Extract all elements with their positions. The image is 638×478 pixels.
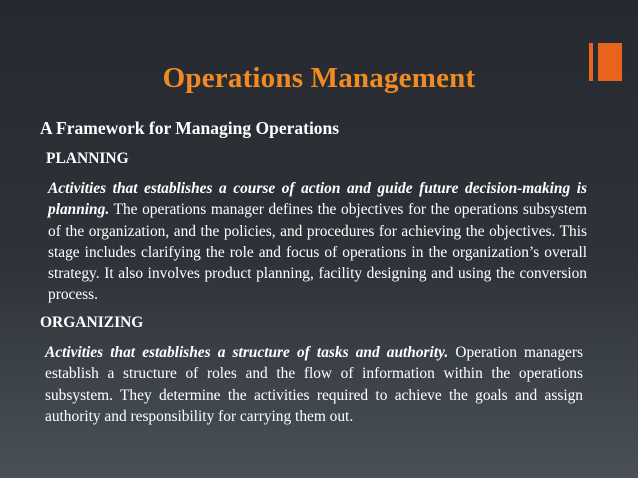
slide-subtitle: A Framework for Managing Operations [40, 118, 340, 138]
planning-heading: PLANNING [46, 150, 129, 167]
planning-body: The operations manager defines the objectives for the operations subsystem of the organization, and the policies, and procedures for achieving the objectives. This stage includes clarifying the role and focus of operations in the organization’s overall strategy. It also involves product planning, facility designing and using the conversion process. [48, 201, 587, 304]
planning-lead: Activities that establishes a course of action and guide future decision-making is planning. [48, 180, 587, 219]
planning-paragraph [48, 178, 587, 306]
organizing-heading: ORGANIZING [40, 314, 144, 331]
organizing-lead: Activities that establishes a structure of tasks and authority. [45, 344, 449, 361]
slide-title: Operations Management [162, 62, 476, 94]
organizing-paragraph [45, 342, 583, 427]
organizing-body: Operation managers establish a structure of roles and the flow of information within the operations subsystem. They determine the activities required to achieve the goals and assign authority and responsibility for carrying them out. [45, 344, 583, 425]
